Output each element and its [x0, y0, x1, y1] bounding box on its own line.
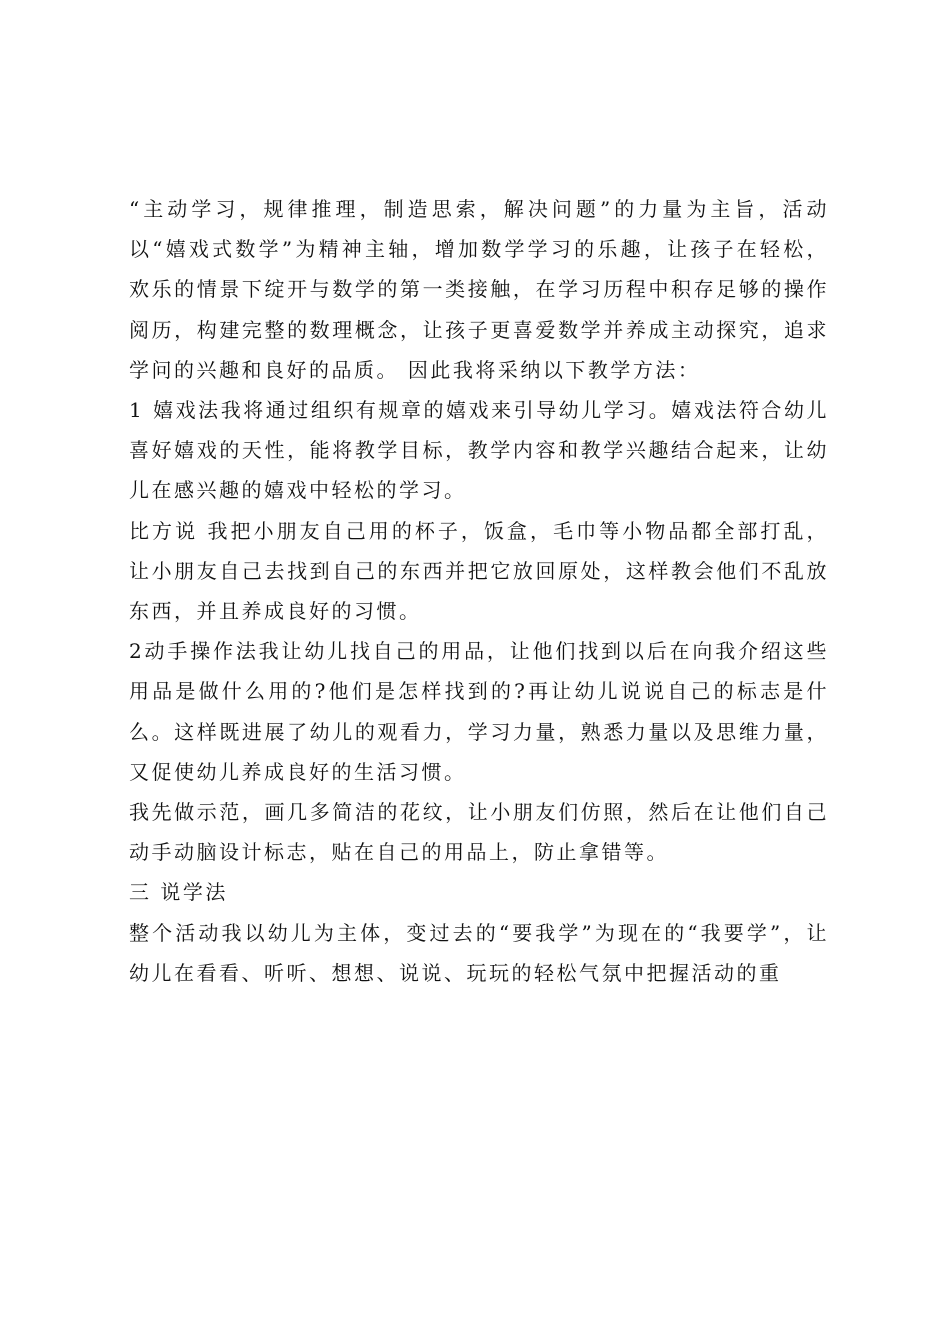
- paragraph-teaching-goal: “主动学习，规律推理，制造思索，解决问题”的力量为主旨，活动以“嬉戏式数学”为精神主轴，增加数学学习的乐趣，让孩子在轻松，欢乐的情景下绽开与数学的第一类接触，在学习历程中积存足够的操作阅历，构建完整的数理概念，让孩子更喜爱数学并养成主动探究，追求学问的兴趣和良好的品质。 因此我将采纳以下教学方法：: [129, 197, 829, 382]
- paragraph-game-method: 1 嬉戏法我将通过组织有规章的嬉戏来引导幼儿学习。嬉戏法符合幼儿喜好嬉戏的天性，能将教学目标，教学内容和教学兴趣结合起来，让幼儿在感兴趣的嬉戏中轻松的学习。: [129, 398, 829, 503]
- document-body: [129, 189, 829, 993]
- section-heading-learning-method: 三 说学法: [129, 880, 228, 905]
- paragraph-learning-method: 整个活动我以幼儿为主体，变过去的“要我学”为现在的“我要学”，让幼儿在看看、听听、想想、说说、玩玩的轻松气氛中把握活动的重: [129, 920, 829, 985]
- paragraph-hands-on-method: 2动手操作法我让幼儿找自己的用品，让他们找到以后在向我介绍这些用品是做什么用的?他们是怎样找到的?再让幼儿说说自己的标志是什么。这样既进展了幼儿的观看力，学习力量，熟悉力量以及思维力量，又促使幼儿养成良好的生活习惯。: [129, 639, 829, 784]
- paragraph-demonstration: 我先做示范，画几多简洁的花纹，让小朋友们仿照，然后在让他们自己动手动脑设计标志，贴在自己的用品上，防止拿错等。: [129, 800, 829, 865]
- paragraph-example: 比方说 我把小朋友自己用的杯子，饭盒，毛巾等小物品都全部打乱，让小朋友自己去找到自己的东西并把它放回原处，这样教会他们不乱放东西，并且养成良好的习惯。: [129, 518, 829, 624]
